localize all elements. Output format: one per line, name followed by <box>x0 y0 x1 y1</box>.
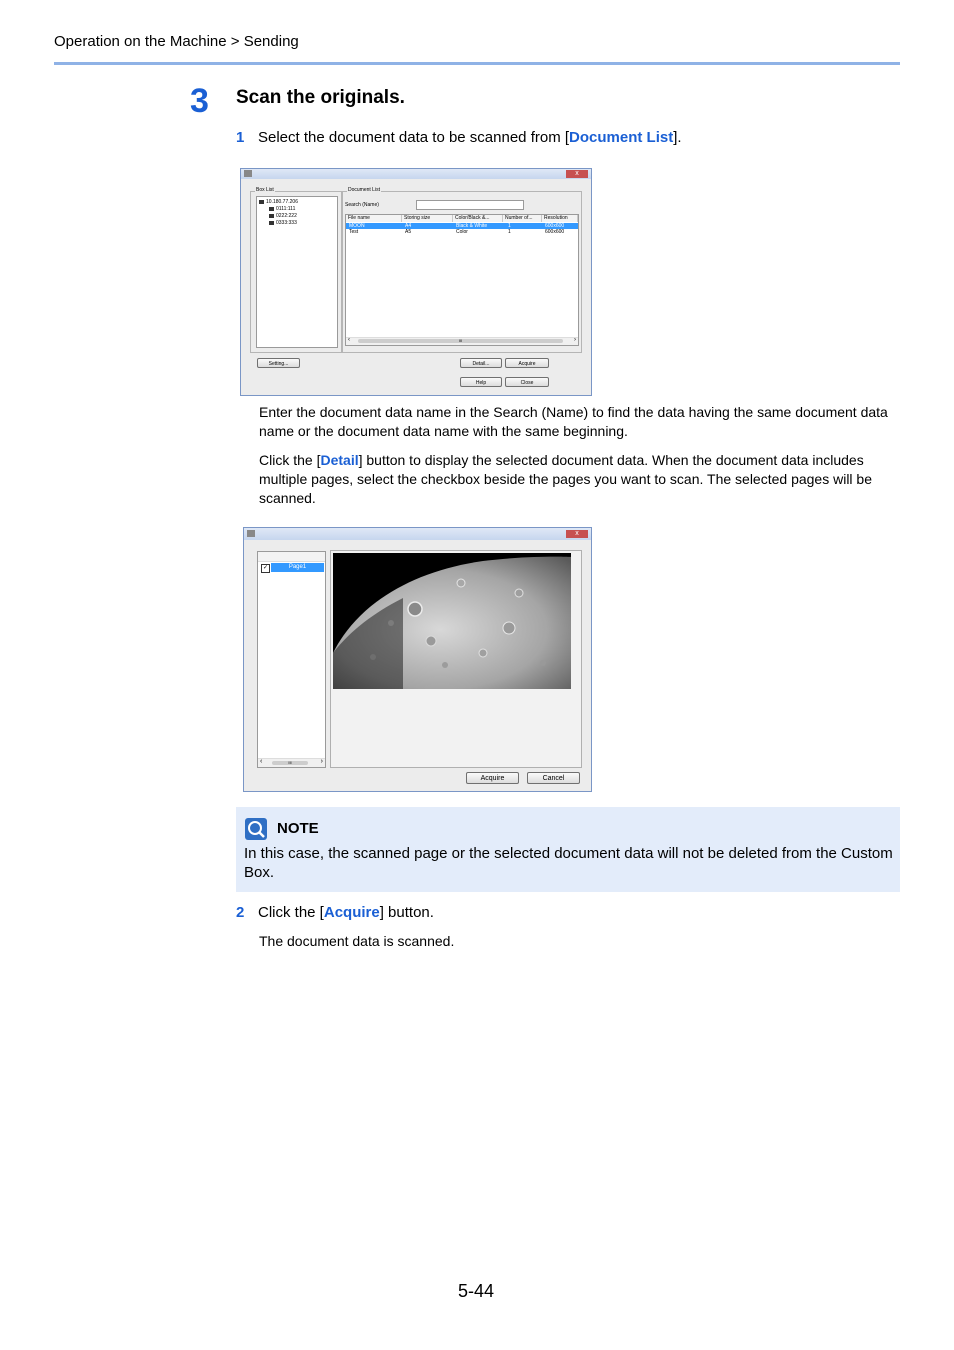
column-header[interactable]: Resolution <box>542 215 578 222</box>
note-title: NOTE <box>277 820 319 837</box>
cell-file-name: MOON <box>349 223 365 229</box>
cell-file-name: Test <box>349 229 359 235</box>
close-icon[interactable]: x <box>566 170 588 178</box>
document-list-window <box>240 168 592 396</box>
substep-2 <box>236 904 434 921</box>
tree-item-label: 10.180.77.206 <box>266 199 298 205</box>
cell-resolution: 600x600 <box>545 223 565 229</box>
cell-storing-size: A4 <box>405 223 412 229</box>
page-number: 5-44 <box>458 1281 495 1301</box>
box-list-label: Box List <box>256 187 274 193</box>
box-icon <box>269 221 274 225</box>
table-row[interactable] <box>346 229 578 235</box>
horizontal-scrollbar[interactable] <box>346 337 578 345</box>
scroll-left-icon[interactable]: ‹ <box>260 758 263 765</box>
cell-color: Color <box>456 229 468 235</box>
setting-button[interactable]: Setting... <box>257 358 300 368</box>
window-titlebar <box>244 528 591 540</box>
step-number: 3 <box>190 82 209 120</box>
page-list-header <box>258 552 325 562</box>
cell-storing-size: A5 <box>405 229 412 235</box>
search-instructions: Enter the document data name in the Search (Name) to find the data having the same document data name or the document data name with the same beginning. <box>259 404 888 439</box>
cell-number: 1 <box>508 229 511 235</box>
substep-1-text-pre: Select the document data to be scanned from [ <box>258 129 570 146</box>
tree-item-box[interactable] <box>269 220 297 226</box>
moon-preview-image <box>333 553 571 689</box>
computer-icon <box>259 200 264 204</box>
step-title: Scan the originals. <box>236 87 405 108</box>
substep-2-number: 2 <box>236 904 245 921</box>
column-header[interactable]: Storing size <box>402 215 453 222</box>
detail-text-pre: Click the [ <box>259 452 321 468</box>
cell-number: 1 <box>508 223 511 229</box>
detail-button[interactable]: Detail... <box>460 358 502 368</box>
help-button[interactable]: Help <box>460 377 502 387</box>
scroll-thumb[interactable]: III <box>272 761 308 765</box>
note-body: In this case, the scanned page or the selected document data will not be deleted from the Custom Box. <box>244 845 893 881</box>
document-list-label: Document List <box>348 187 380 193</box>
substep-1-number: 1 <box>236 129 245 146</box>
search-input[interactable] <box>416 200 524 210</box>
app-icon <box>244 170 252 177</box>
substep-2-text-pre: Click the [ <box>258 904 324 921</box>
document-list-ref: Document List <box>569 129 674 146</box>
box-icon <box>269 214 274 218</box>
column-header[interactable]: Number of... <box>503 215 542 222</box>
box-list-tree[interactable] <box>256 196 338 348</box>
page-list[interactable] <box>257 551 326 768</box>
tree-item-label: 0333:333 <box>276 220 297 226</box>
tree-item-box[interactable] <box>269 213 297 219</box>
cell-resolution: 600x600 <box>545 229 565 235</box>
close-icon[interactable]: x <box>566 530 588 538</box>
cell-color: Black & White <box>456 223 488 229</box>
column-header[interactable]: Color/Black &... <box>453 215 503 222</box>
page-checkbox[interactable]: ✓ <box>262 565 269 571</box>
column-header[interactable]: File name <box>346 215 402 222</box>
substep-2-result: The document data is scanned. <box>259 933 455 949</box>
scroll-right-icon[interactable]: › <box>320 758 323 765</box>
detail-instructions <box>259 451 899 508</box>
tree-item-label: 0222:222 <box>276 213 297 219</box>
acquire-button[interactable]: Acquire <box>505 358 549 368</box>
tree-item-host[interactable] <box>259 199 298 205</box>
document-list[interactable] <box>345 214 579 346</box>
header-rule <box>54 62 900 65</box>
detail-window <box>243 527 592 792</box>
acquire-ref: Acquire <box>323 904 380 921</box>
note-box <box>236 807 900 892</box>
document-list-group <box>342 187 582 353</box>
cancel-button[interactable]: Cancel <box>527 772 580 784</box>
search-label: Search (Name) <box>345 202 379 208</box>
moon-picture <box>333 553 571 689</box>
acquire-button[interactable]: Acquire <box>466 772 519 784</box>
substep-1 <box>236 129 682 146</box>
scroll-thumb[interactable]: III <box>358 339 563 343</box>
box-icon <box>269 207 274 211</box>
tree-item-label: 0111:111 <box>276 206 296 212</box>
app-icon <box>247 530 255 537</box>
tree-item-box[interactable] <box>269 206 295 212</box>
breadcrumb: Operation on the Machine > Sending <box>54 33 299 50</box>
window-titlebar <box>241 169 591 179</box>
substep-1-text-post: ]. <box>673 129 682 146</box>
note-icon <box>245 818 267 840</box>
detail-ref: Detail <box>320 452 359 468</box>
scroll-left-icon[interactable]: ‹ <box>348 337 350 343</box>
box-list-group <box>250 187 342 353</box>
close-button[interactable]: Close <box>505 377 549 387</box>
substep-2-text-post: ] button. <box>379 904 434 921</box>
detail-text-post: ] button to display the selected document data. When the document data includes multiple pages, select the checkbox beside the pages you want to scan. The selected pages will be scanned. <box>259 452 873 506</box>
horizontal-scrollbar[interactable] <box>258 758 325 767</box>
scroll-right-icon[interactable]: › <box>574 337 576 343</box>
page-list-item[interactable]: Page1 <box>271 563 324 572</box>
